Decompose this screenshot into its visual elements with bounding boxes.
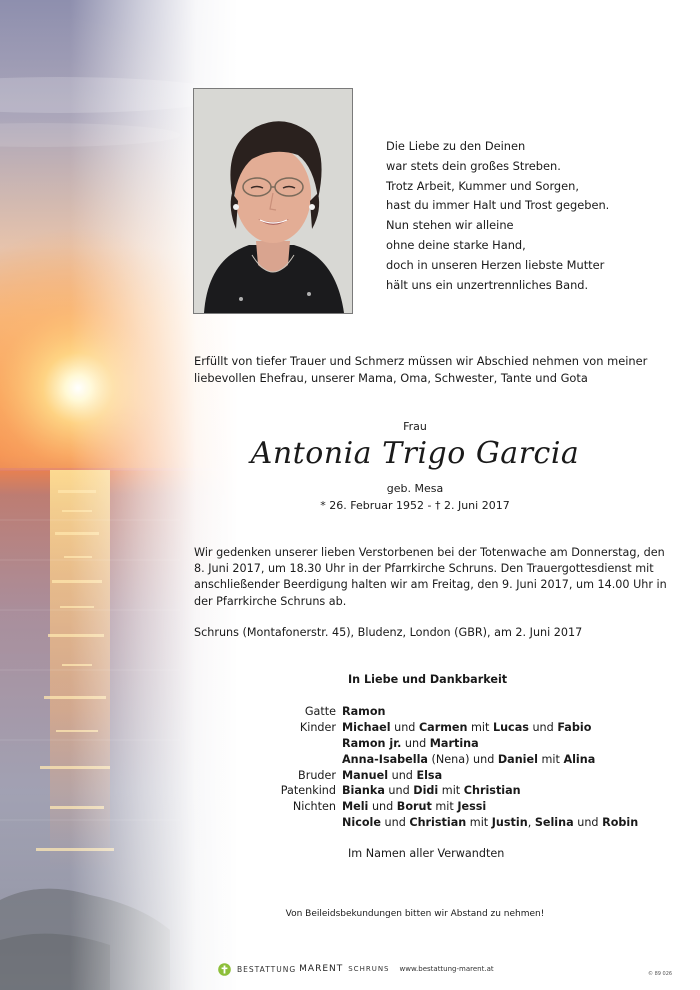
- portrait-photo: [193, 88, 353, 314]
- relative-row-kinder-2: [200, 736, 680, 752]
- portrait-image: [194, 89, 352, 313]
- brand-city: SCHRUNS: [348, 965, 390, 973]
- relative-names: Ramon: [342, 705, 386, 718]
- relative-names: Ramon jr. und Martina: [342, 736, 479, 750]
- relation-label: Gatte: [304, 705, 336, 718]
- relative-row-bruder: [200, 768, 680, 784]
- brand-prefix: BESTATTUNG: [237, 964, 297, 974]
- brand-name: MARENT: [299, 964, 344, 974]
- relative-names: Michael und Carmen mit Lucas und Fabio: [342, 720, 592, 734]
- poem-line: Die Liebe zu den Deinen: [386, 139, 526, 153]
- relative-row-kinder: [200, 720, 680, 736]
- relative-row-kinder-3: [200, 752, 680, 768]
- relative-names: Nicole und Christian mit Justin, Selina und Robin: [342, 816, 639, 830]
- copyright-mark: © 89 026: [648, 971, 673, 977]
- funeral-home-logo-icon: [218, 963, 231, 976]
- relative-names: Anna-Isabella (Nena) und Daniel mit Alina: [342, 752, 596, 766]
- relation-label: Patenkind: [280, 784, 336, 798]
- poem-line: hast du immer Halt und Trost gegeben.: [386, 198, 610, 213]
- farewell-intro-text: Erfüllt von tiefer Trauer und Schmerz müssen wir Abschied nehmen von meiner liebevollen Ehefrau, unserer Mama, Oma, Schwester, Tante und Gota: [194, 354, 648, 385]
- relative-row-nichten: [200, 799, 680, 815]
- funeral-service-text: Wir gedenken unserer lieben Verstorbenen bei der Totenwache am Donnerstag, den 8. Juni 2017, um 18.30 Uhr in der Pfarrkirche Schruns. Den Trauergottesdienst mit anschließender Beerdigung halten wir am Freitag, den 9. Juni 2017, um 14.00 Uhr in der Pfarrkirche Schruns ab.: [194, 546, 667, 608]
- funeral-home-footer: [218, 962, 494, 976]
- relation-label: Nichten: [292, 800, 336, 814]
- place-and-date: Schruns (Montafonerstr. 45), Bludenz, London (GBR), am 2. Juni 2017: [194, 626, 583, 639]
- poem-line: hält uns ein unzertrennliches Band.: [386, 277, 589, 292]
- salutation: Frau: [403, 420, 427, 433]
- relation-label: Bruder: [298, 768, 336, 782]
- relative-names: Bianka und Didi mit Christian: [342, 784, 521, 798]
- relative-row-nichten-2: [200, 815, 680, 831]
- website-link[interactable]: www.bestattung-marent.at: [399, 965, 494, 973]
- gratitude-heading: In Liebe und Dankbarkeit: [348, 673, 508, 686]
- relative-row-gatte: [200, 704, 680, 720]
- relation-label: Kinder: [299, 720, 336, 734]
- condolence-note: Von Beileidsbekundungen bitten wir Abstand zu nehmen!: [285, 909, 545, 919]
- birth-name: geb. Mesa: [386, 482, 444, 495]
- poem-line: Trotz Arbeit, Kummer und Sorgen,: [386, 178, 580, 193]
- mourners-list: [200, 704, 680, 831]
- relative-row-patenkind: [200, 783, 680, 799]
- life-dates: * 26. Februar 1952 - † 2. Juni 2017: [320, 499, 510, 512]
- poem-line: Nun stehen wir alleine: [386, 218, 514, 233]
- poem-line: war stets dein großes Streben.: [386, 158, 561, 173]
- poem-line: ohne deine starke Hand,: [386, 237, 526, 252]
- deceased-name: Antonia Trigo Garcia: [250, 436, 580, 471]
- relative-names: Manuel und Elsa: [342, 768, 443, 782]
- poem-line: doch in unseren Herzen liebste Mutter: [386, 257, 605, 272]
- relative-names: Meli und Borut mit Jessi: [342, 800, 487, 814]
- signoff: Im Namen aller Verwandten: [348, 847, 505, 860]
- memorial-poem: [386, 137, 686, 295]
